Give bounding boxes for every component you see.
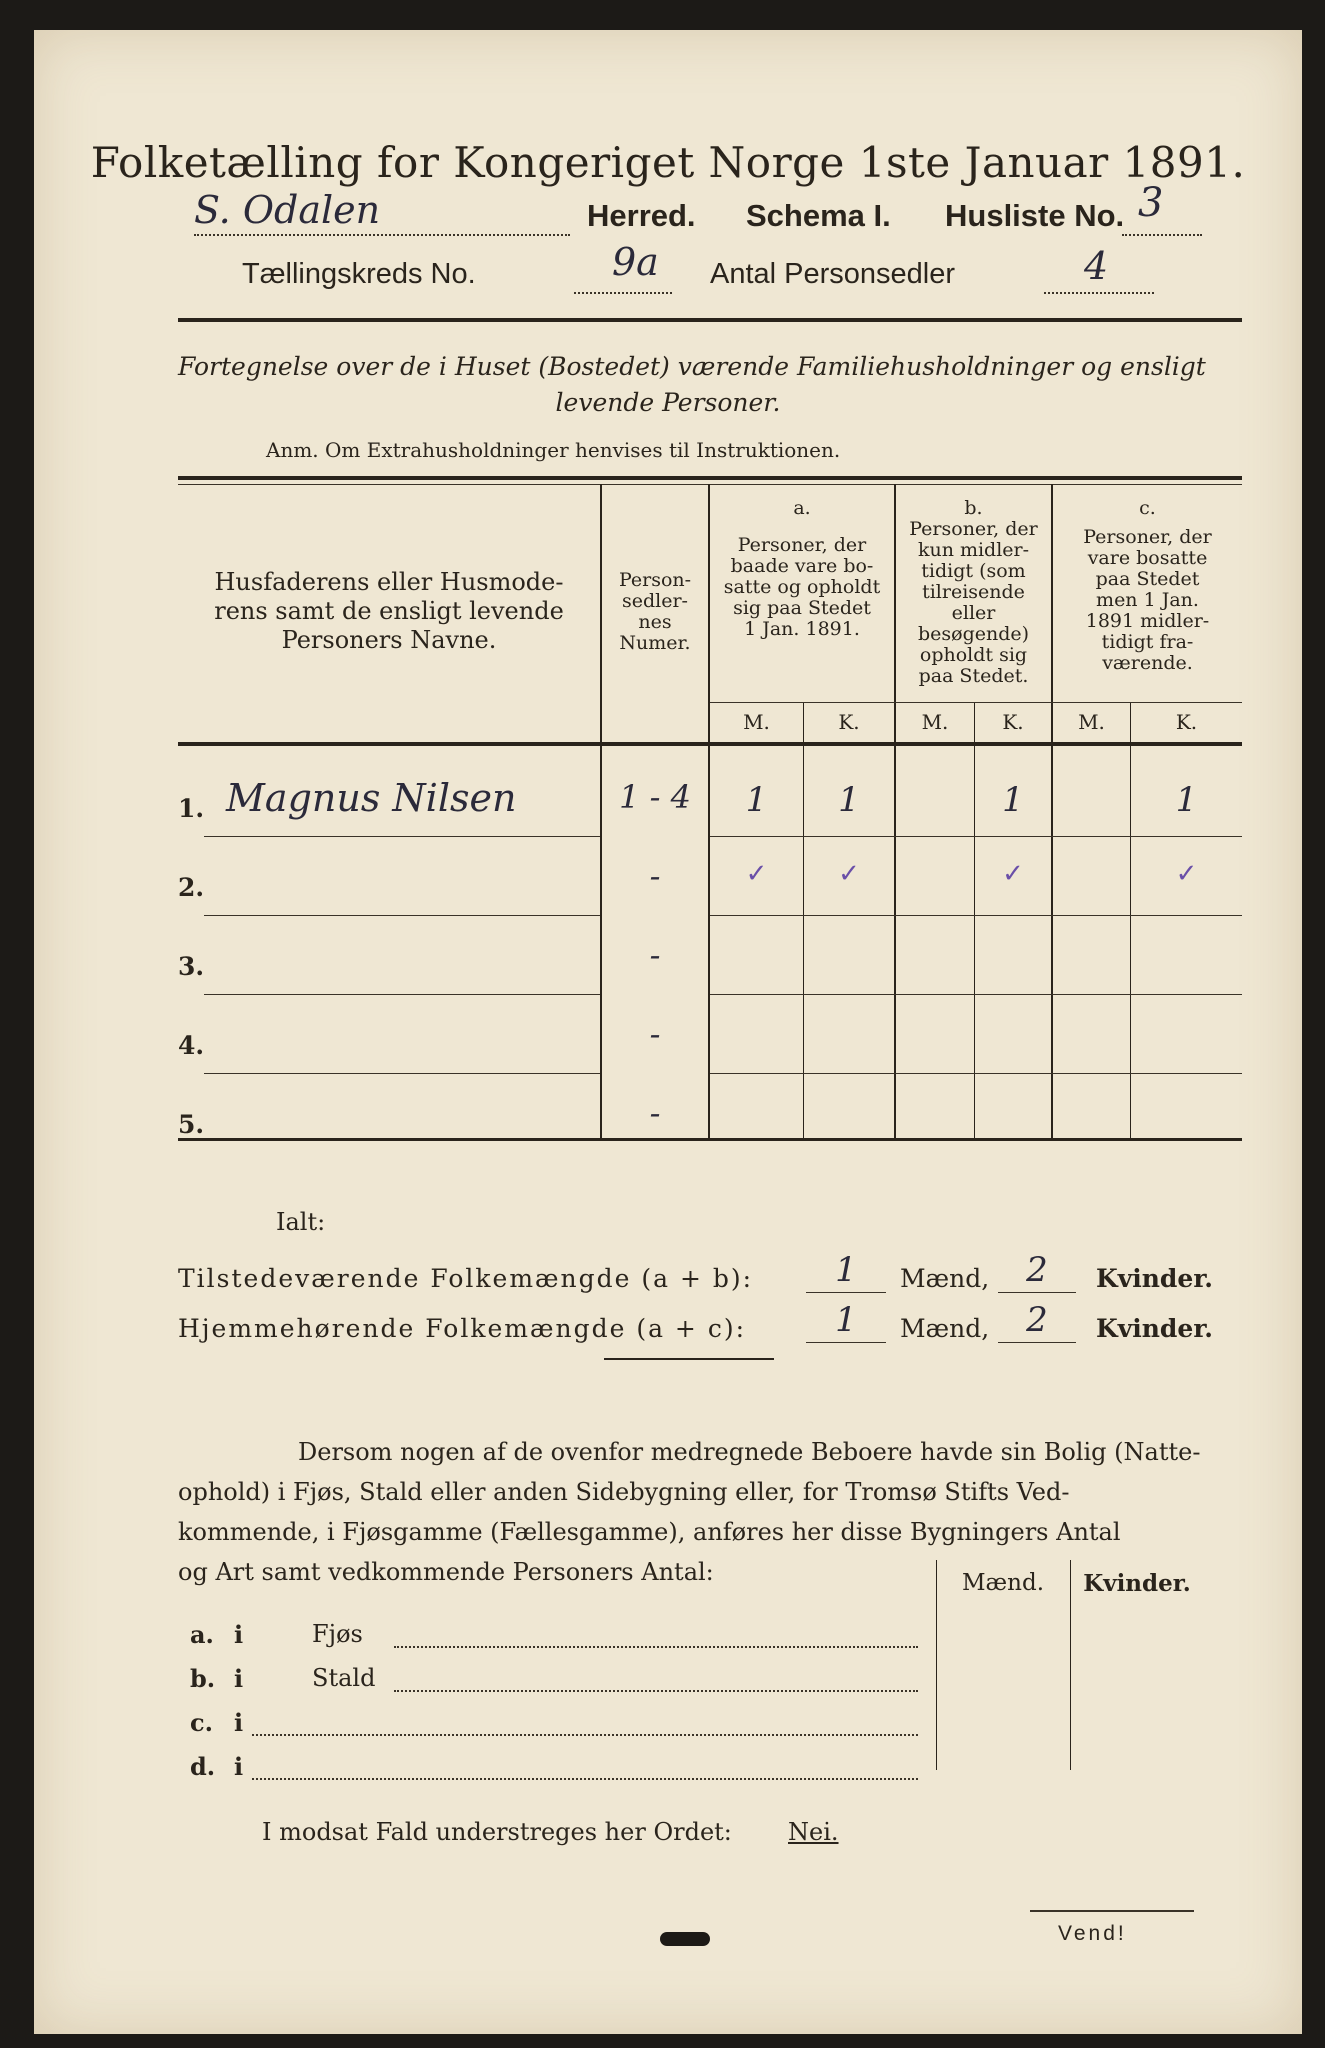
col-header-b: b. Personer, der kun midler- tidigt (som tilreisende eller besøgende) opholdt sig paa Stedet.: [909, 497, 1038, 687]
intro-line-1: Fortegnelse over de i Huset (Bostedet) værende Familiehusholdninger og ensligt: [178, 352, 1206, 381]
row-cell-a-k: ✓: [838, 859, 860, 889]
row-cell-c-k: 1: [1175, 780, 1198, 820]
husliste-label: Husliste No.: [945, 198, 1125, 233]
c-m-label: M.: [1078, 710, 1105, 734]
a-m-label: M.: [743, 710, 770, 734]
building-row-dots: [394, 1690, 918, 1692]
hjemme-maend-line: [806, 1342, 886, 1343]
row-person-numbers: -: [649, 1015, 661, 1053]
building-row-i: i: [234, 1708, 244, 1737]
buildings-paragraph: Dersom nogen af de ovenfor medregnede Beboere havde sin Bolig (Natte- ophold) i Fjøs, Stald eller anden Sidebygning eller, for Tromsø Stifts Ved- kommende, i Fjøsgamme (Fællesgamme), anføres her disse Bygningers Antal og Art samt vedkommende Personers Antal:: [178, 1438, 1201, 1586]
ialt-label: Ialt:: [276, 1208, 326, 1236]
buildings-col-kvinder: Kvinder.: [1083, 1570, 1191, 1597]
form-title: Folketælling for Kongeriget Norge 1ste Januar 1891.: [90, 138, 1246, 187]
col-header-num: Person- sedler- nes Numer.: [618, 569, 692, 654]
row-rule-values: [710, 1073, 1242, 1074]
header-rule: [178, 318, 1242, 322]
row-person-numbers: -: [649, 936, 661, 974]
row-cell-a-m: 1: [745, 780, 768, 820]
tilstede-kvinder-line: [998, 1292, 1076, 1293]
row-cell-b-k: 1: [1002, 780, 1024, 820]
row-cell-a-k: 1: [838, 780, 860, 820]
intro-line-2: levende Personer.: [555, 388, 781, 417]
building-row-letter: d.: [190, 1752, 216, 1781]
row-person-numbers: -: [649, 1094, 661, 1132]
antal-dotted-line: [1044, 292, 1154, 294]
row-rule-name: [204, 994, 600, 995]
nei-text: I modsat Fald understreges her Ordet:: [262, 1818, 732, 1846]
husliste-value: 3: [1138, 180, 1164, 226]
tilstede-kvinder-value: 2: [1026, 1250, 1048, 1290]
tilstede-maend-line: [806, 1292, 886, 1293]
row-person-numbers: -: [649, 857, 661, 895]
building-row-i: i: [234, 1752, 244, 1781]
row-rule-values: [710, 836, 1242, 837]
building-row-dots: [252, 1778, 918, 1780]
row-number: 4.: [178, 1031, 205, 1060]
census-form-sheet: [34, 30, 1302, 2034]
building-row-letter: a.: [190, 1620, 214, 1649]
row-name: Magnus Nilsen: [226, 776, 517, 820]
kreds-dotted-line: [574, 292, 672, 294]
husliste-dotted-line: [1122, 234, 1202, 236]
herred-dotted-line: [194, 234, 570, 236]
row-rule-name: [204, 1073, 600, 1074]
row-person-numbers: 1 - 4: [619, 778, 691, 816]
building-row-i: i: [234, 1664, 244, 1693]
row-cell-a-m: ✓: [745, 859, 768, 889]
building-row-dots: [252, 1734, 918, 1736]
col-header-name: Husfaderens eller Husmode- rens samt de ensligt levende Personers Navne.: [214, 568, 564, 654]
buildings-col-divider-2: [1070, 1560, 1071, 1770]
row-number: 5.: [178, 1110, 205, 1139]
hjemme-label: Hjemmehørende Folkemængde (a + c):: [178, 1314, 746, 1343]
building-row-label: Fjøs: [312, 1620, 363, 1648]
table-top-rule: [178, 476, 1242, 480]
hjemme-kvinder-line: [998, 1342, 1076, 1343]
table-bottom-rule: [178, 1138, 1242, 1141]
building-row-dots: [394, 1646, 918, 1648]
col-header-a: a. Personer, der baade vare bo- satte og opholdt sig paa Stedet 1 Jan. 1891.: [723, 497, 881, 640]
row-cell-b-k: ✓: [1002, 859, 1024, 889]
b-m-label: M.: [921, 710, 949, 734]
building-row-i: i: [234, 1620, 244, 1649]
row-rule-name: [204, 915, 600, 916]
tilstede-label: Tilstedeværende Folkemængde (a + b):: [178, 1264, 754, 1293]
buildings-col-maend: Mænd.: [961, 1570, 1045, 1596]
row-number: 2.: [178, 873, 205, 902]
col-header-c: c. Personer, der vare bosatte paa Stedet men 1 Jan. 1891 midler- tidigt fra- værende.: [1083, 497, 1212, 674]
c-k-label: K.: [1175, 710, 1198, 734]
herred-label: Herred.: [587, 198, 696, 233]
hjemme-kvinder-label: Kvinder.: [1096, 1314, 1213, 1343]
row-rule-values: [710, 915, 1242, 916]
tilstede-kvinder-label: Kvinder.: [1096, 1264, 1213, 1293]
section-separator: [604, 1358, 774, 1360]
tilstede-maend-value: 1: [835, 1250, 857, 1290]
hjemme-maend-value: 1: [835, 1300, 857, 1340]
herred-value: S. Odalen: [194, 188, 381, 232]
table-header-bottom-rule: [178, 742, 1242, 746]
nei-word: Nei.: [788, 1818, 839, 1846]
row-rule-values: [710, 994, 1242, 995]
hjemme-kvinder-value: 2: [1026, 1300, 1048, 1340]
a-k-label: K.: [838, 710, 860, 734]
buildings-col-divider-1: [936, 1560, 937, 1770]
kreds-value: 9a: [612, 240, 659, 284]
tilstede-maend-label: Mænd,: [900, 1264, 990, 1293]
row-rule-name: [204, 836, 600, 837]
row-cell-c-k: ✓: [1175, 859, 1198, 889]
b-k-label: K.: [1002, 710, 1024, 734]
row-number: 3.: [178, 952, 205, 981]
vend-label: Vend!: [1058, 1922, 1127, 1945]
antal-label: Antal Personsedler: [710, 258, 956, 290]
table-top-rule-thin: [178, 484, 1242, 485]
antal-value: 4: [1084, 244, 1109, 288]
intro-note: Anm. Om Extrahusholdninger henvises til Instruktionen.: [266, 438, 841, 462]
hjemme-maend-label: Mænd,: [900, 1314, 990, 1343]
ink-blot: [660, 1932, 710, 1946]
building-row-label: Stald: [312, 1664, 376, 1692]
building-row-letter: c.: [190, 1708, 213, 1737]
schema-label: Schema I.: [746, 198, 891, 233]
kreds-label: Tællingskreds No.: [242, 258, 476, 290]
row-number: 1.: [178, 794, 205, 823]
building-row-letter: b.: [190, 1664, 216, 1693]
mk-header-rule: [710, 702, 1242, 703]
vend-rule: [1030, 1910, 1194, 1912]
